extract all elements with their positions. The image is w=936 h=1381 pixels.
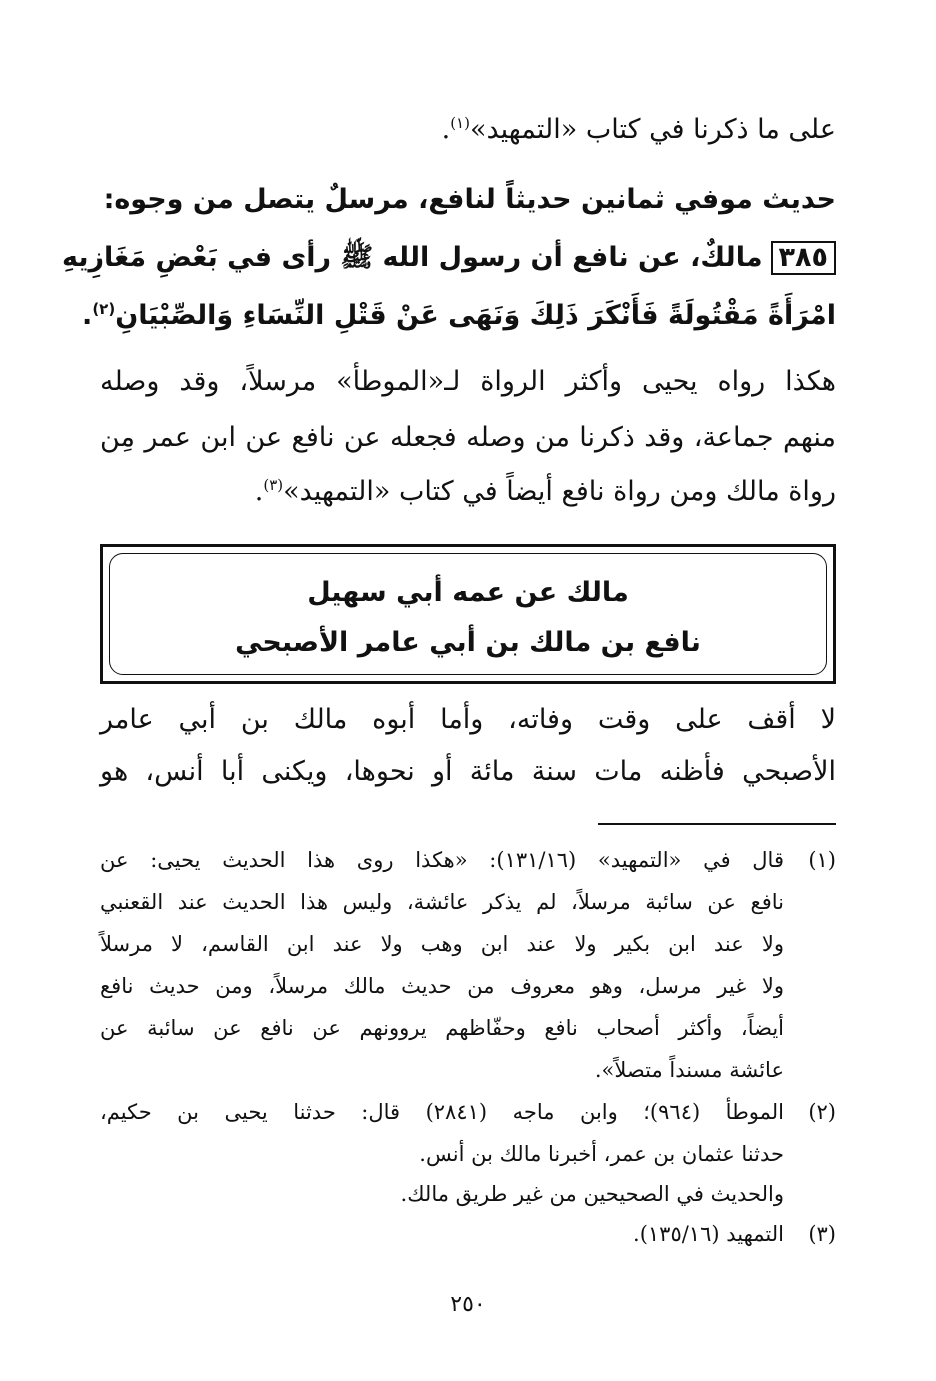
hadith-line-1 bbox=[61, 238, 836, 278]
para1-line-3 bbox=[255, 472, 836, 512]
footnote-number-3: (٣) bbox=[808, 1222, 836, 1246]
intro-end: . bbox=[441, 114, 451, 145]
footnote-2-line-2: حدثنا عثمان بن عمر، أخبرنا مالك بن أنس. bbox=[419, 1142, 784, 1166]
footnote-1-line-1: قال في «التمهيد» (١٣١/١٦): «هكذا روى هذا الحديث يحيى: عن bbox=[100, 848, 784, 872]
footnote-1-line-6: عائشة مسنداً متصلاً». bbox=[594, 1058, 784, 1082]
para1-text-3: رواة مالك ومن رواة نافع أيضاً في كتاب «التمهيد» bbox=[283, 476, 836, 507]
para1-line-1: هكذا رواه يحيى وأكثر الرواة لـ«الموطأ» مرسلاً، وقد وصله bbox=[100, 366, 836, 397]
footnote-3-line-1: التمهيد (١٣٥/١٦). bbox=[633, 1222, 784, 1246]
hadith-text-2: امْرَأَةً مَقْتُولَةً فَأَنْكَرَ ذَلِكَ وَنَهَى عَنْ قَتْلِ النِّسَاءِ وَالصِّبْيَانِ bbox=[115, 300, 836, 331]
intro-text: على ما ذكرنا في كتاب «التمهيد» bbox=[469, 114, 836, 145]
footnote-number-1: (١) bbox=[808, 848, 836, 872]
chapter-title-line-1: مالك عن عمه أبي سهيل bbox=[307, 577, 629, 608]
footnote-2-line-3: والحديث في الصحيحين من غير طريق مالك. bbox=[400, 1182, 784, 1206]
page-number: ٢٥٠ bbox=[450, 1292, 486, 1317]
hadith-text-1: مالكٌ، عن نافع أن رسول الله ﷺ رأى في بَعْضِ مَغَازِيهِ bbox=[61, 242, 763, 273]
footnote-1-line-4: ولا غير مرسل، وهو معروف من حديث مالك مرسلاً، ومن حديث نافع bbox=[100, 974, 784, 998]
footnote-ref-1[interactable]: (١) bbox=[450, 114, 470, 132]
footnote-1-line-5: أيضاً، وأكثر أصحاب نافع وحفّاظهم يروونهم عن نافع عن سائبة عن bbox=[100, 1016, 784, 1040]
footnote-number-2: (٢) bbox=[808, 1100, 836, 1124]
hadith-line-2 bbox=[82, 296, 836, 336]
intro-line bbox=[442, 110, 836, 150]
footnote-ref-2[interactable]: (٢) bbox=[92, 300, 116, 318]
para1-line-2: منهم جماعة، وقد ذكرنا من وصله فجعله عن نافع عن ابن عمر مِن bbox=[100, 422, 836, 453]
footnote-separator bbox=[598, 823, 836, 825]
hadith-end: . bbox=[82, 300, 93, 331]
footnote-1-line-2: نافع عن سائبة مرسلاً، لم يذكر عائشة، وليس هذا الحديث عند القعنبي bbox=[100, 890, 784, 914]
para2-line-1: لا أقف على وقت وفاته، وأما أبوه مالك بن أبي عامر bbox=[100, 704, 836, 735]
para2-line-2: الأصبحي فأظنه مات سنة مائة أو نحوها، ويكنى أبا أنس، هو bbox=[100, 756, 836, 787]
hadith-number-badge: ٣٨٥ bbox=[771, 241, 836, 275]
chapter-title-line-2: نافع بن مالك بن أبي عامر الأصبحي bbox=[235, 627, 701, 658]
footnote-2-line-1: الموطأ (٩٦٤)؛ وابن ماجه (٢٨٤١) قال: حدثنا يحيى بن حكيم، bbox=[100, 1100, 785, 1124]
footnote-ref-3[interactable]: (٣) bbox=[263, 476, 284, 494]
para1-end: . bbox=[254, 476, 264, 507]
chapter-title-box bbox=[100, 544, 836, 684]
section-heading: حديث موفي ثمانين حديثاً لنافع، مرسلٌ يتصل من وجوه: bbox=[103, 184, 836, 215]
footnote-1-line-3: ولا عند ابن بكير ولا عند ابن وهب ولا عند ابن القاسم، لا مرسلاً bbox=[100, 932, 784, 956]
